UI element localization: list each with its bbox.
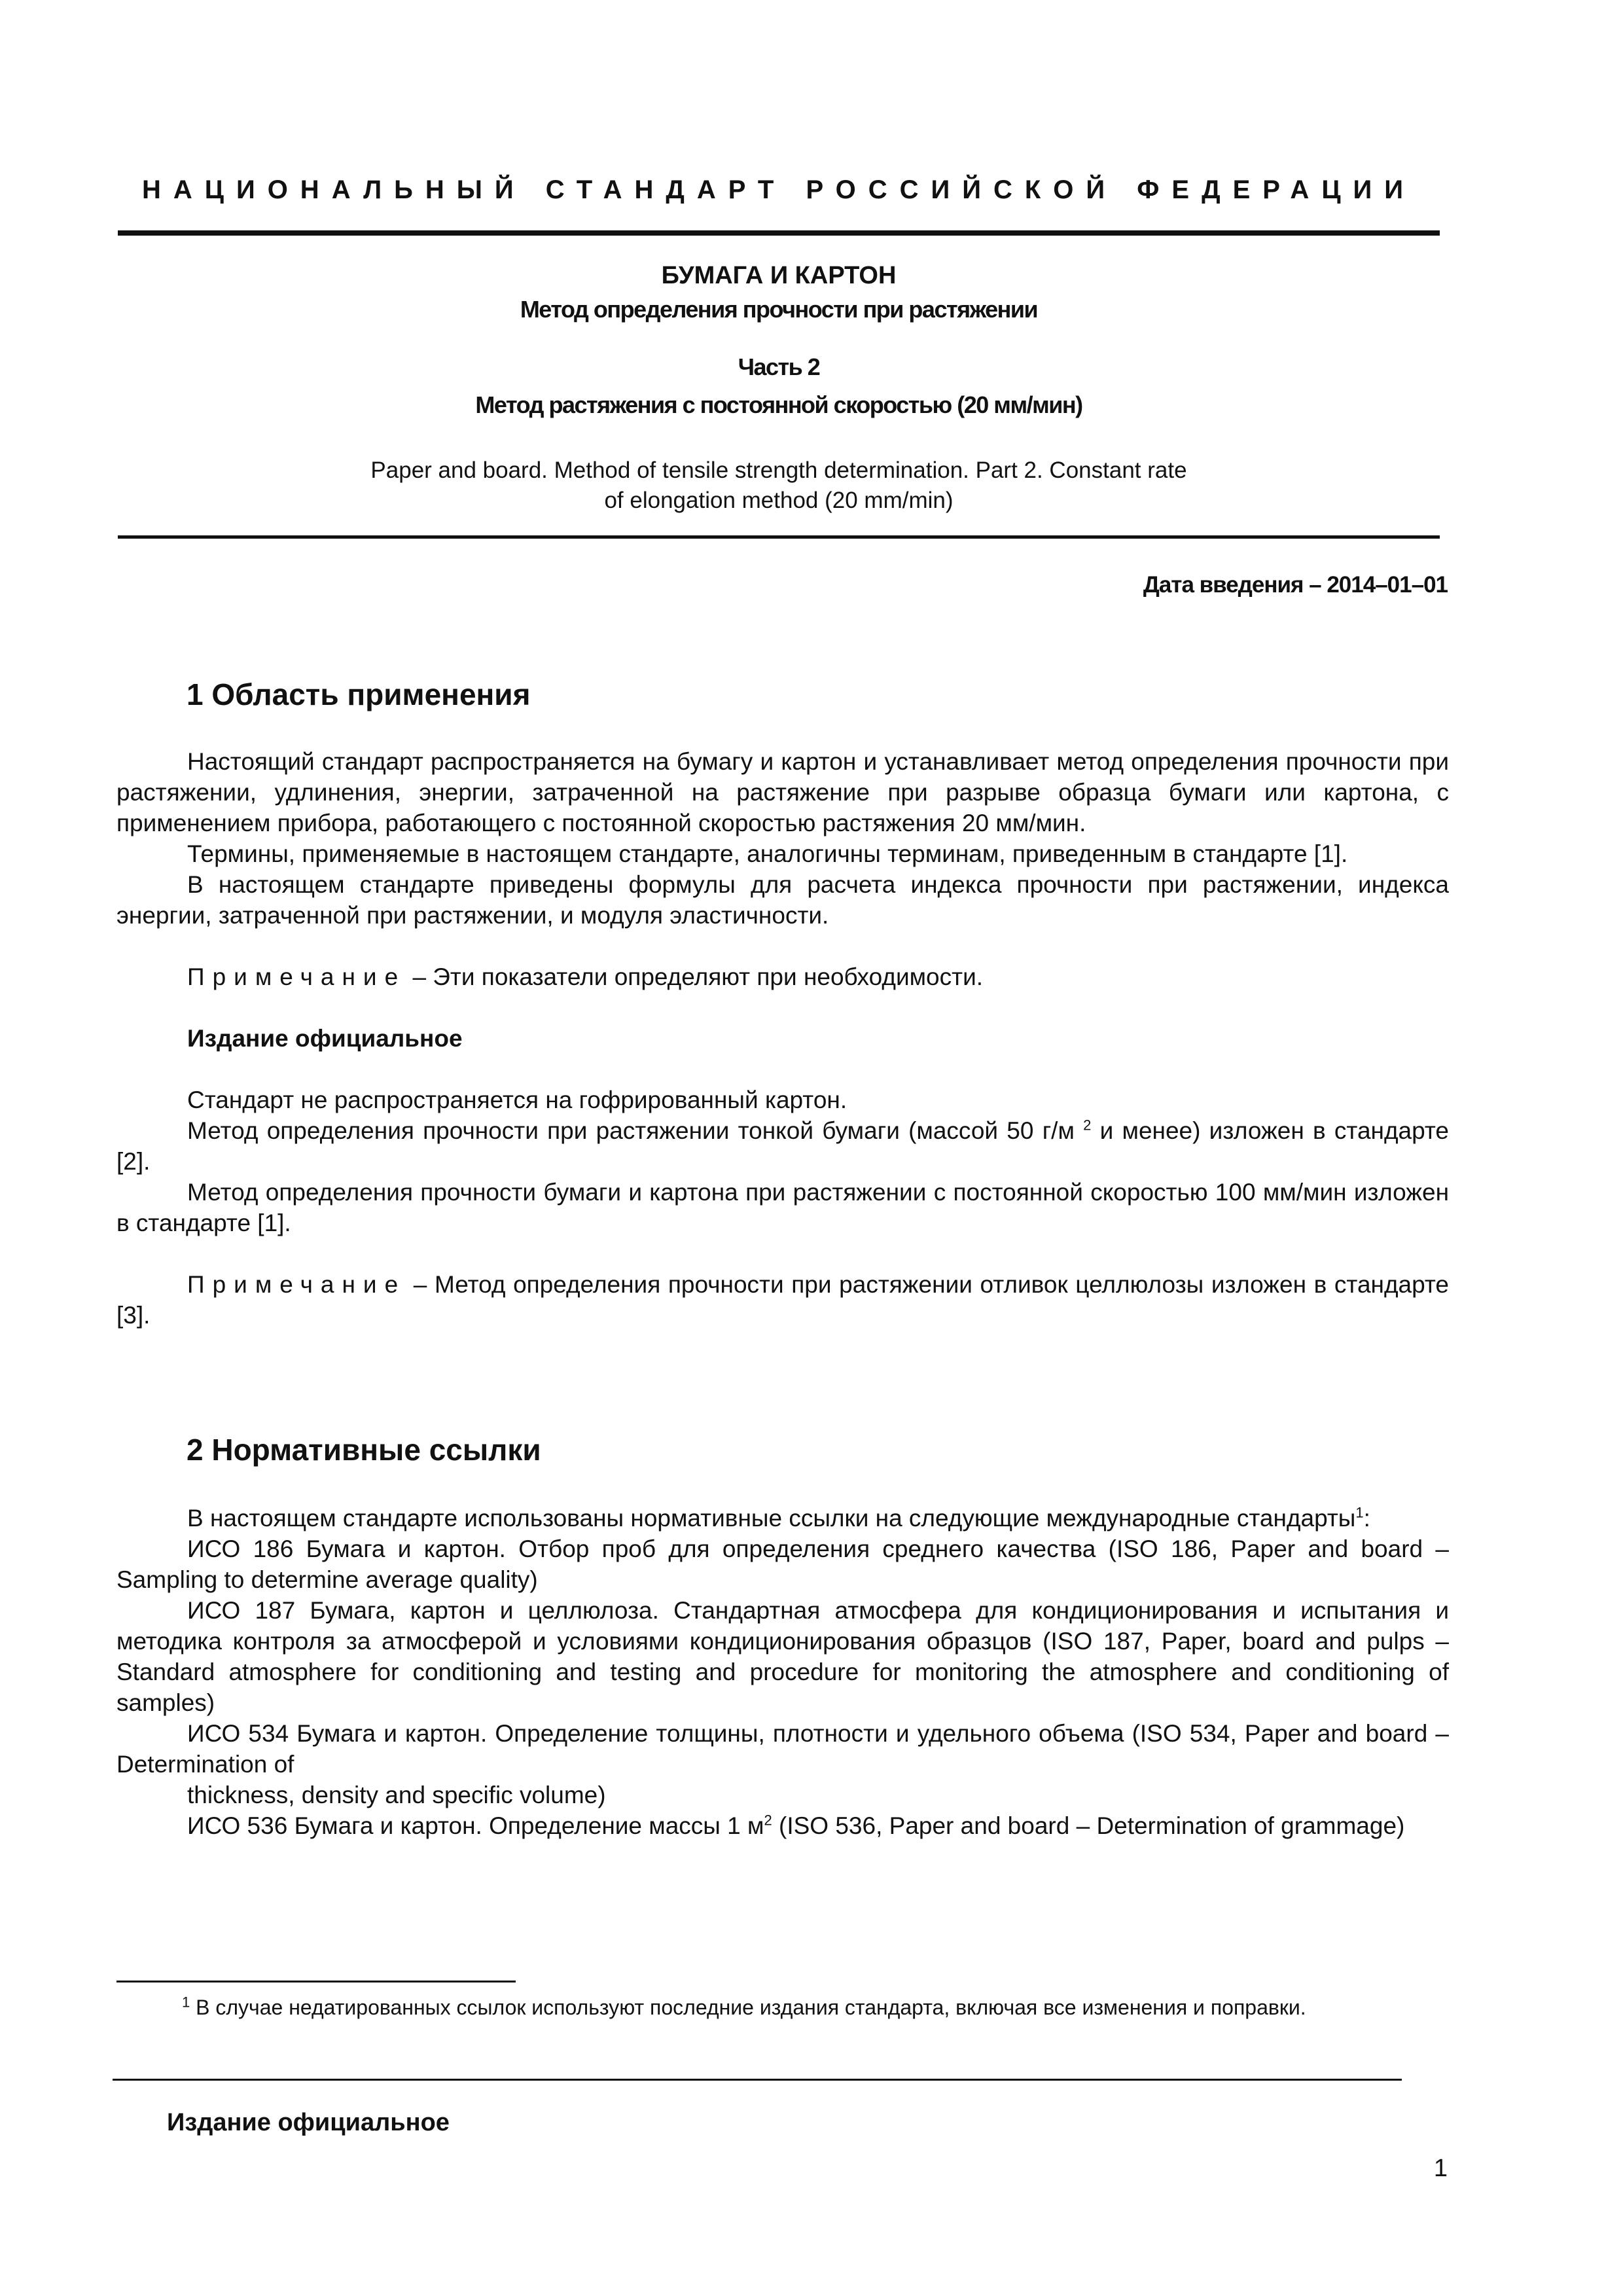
- introduction-date: Дата введения – 2014–01–01: [1143, 572, 1448, 598]
- paragraph-text: и менее) изложен в стандарте [2].: [116, 1117, 1450, 1175]
- note-label: Примечание: [187, 1271, 406, 1298]
- reference-item: [116, 1810, 1449, 1841]
- paragraph: В настоящем стандарте приведены формулы для расчета индекса прочности при растяжении, индекса энергии, затраченной при растяжении, и модуля эластичности.: [116, 871, 1449, 929]
- footer-rule: [113, 2079, 1402, 2081]
- paragraph-text: :: [1363, 1505, 1370, 1532]
- paragraph: Термины, применяемые в настоящем стандарте, аналогичны терминам, приведенным в стандарте [1].: [187, 840, 1348, 867]
- paragraph: [116, 1115, 1449, 1177]
- footer-edition-label: Издание официальное: [167, 2109, 450, 2136]
- footnote-body: В случае недатированных ссылок используют последние издания стандарта, включая все изменения и поправки.: [190, 1996, 1306, 2019]
- footnote-marker: 1: [182, 1994, 190, 2011]
- paragraph-text: ИСО 536 Бумага и картон. Определение массы 1 м: [187, 1812, 764, 1839]
- superscript: 2: [1083, 1117, 1092, 1134]
- reference-item: ИСО 534 Бумага и картон. Определение толщины, плотности и удельного объема (ISO 534, Paper and board – Determination of: [116, 1720, 1449, 1778]
- edition-label: Издание официальное: [187, 1025, 463, 1052]
- paragraph: Настоящий стандарт распространяется на бумагу и картон и устанавливает метод определения прочности при растяжении, удлинения, энергии, затраченной на растяжение при разрыве образца бумаги или картона, с применением прибора, работающего с постоянной скоростью растяжения 20 мм/мин.: [116, 748, 1449, 836]
- note: [116, 961, 1449, 992]
- paragraph-text: (ISO 536, Paper and board – Determination of grammage): [772, 1812, 1405, 1839]
- reference-item: ИСО 186 Бумага и картон. Отбор проб для определения среднего качества (ISO 186, Paper and board – Sampling to determine average quality): [116, 1535, 1449, 1593]
- paragraph: Метод определения прочности бумаги и картона при растяжении с постоянной скоростью 100 мм/мин изложен в стандарте [1].: [116, 1179, 1449, 1236]
- header-rule-top: [118, 230, 1440, 236]
- english-title: [118, 456, 1440, 516]
- footnote: [116, 1994, 1449, 2021]
- reference-item-continued: thickness, density and specific volume): [187, 1782, 606, 1808]
- paragraph-text: Метод определения прочности при растяжении тонкой бумаги (массой 50 г/м: [187, 1117, 1084, 1144]
- page-number: 1: [1433, 2155, 1448, 2182]
- section-1-body: [116, 746, 1449, 1331]
- english-title-line2: of elongation method (20 mm/min): [604, 488, 954, 513]
- section-2-heading: 2 Нормативные ссылки: [187, 1433, 541, 1467]
- footnote-text: [116, 1994, 1449, 2021]
- note-text: – Эти показатели определяют при необходимости.: [406, 963, 984, 990]
- national-standard-header: НАЦИОНАЛЬНЫЙ СТАНДАРТ РОССИЙСКОЙ ФЕДЕРАЦИИ: [141, 175, 1416, 204]
- note-label: Примечание: [187, 963, 406, 990]
- superscript: 2: [764, 1812, 772, 1829]
- paragraph: Стандарт не распространяется на гофрированный картон.: [187, 1086, 847, 1113]
- english-title-line1: Paper and board. Method of tensile strength determination. Part 2. Constant rate: [370, 457, 1187, 483]
- header-rule-bottom: [118, 535, 1440, 539]
- paragraph-text: В настоящем стандарте использованы нормативные ссылки на следующие международные стандарты: [187, 1505, 1356, 1532]
- standard-title: БУМАГА И КАРТОН: [661, 262, 897, 289]
- footnote-separator: [116, 1981, 516, 1982]
- footnote-ref: 1: [1355, 1504, 1364, 1521]
- standard-subtitle: Метод определения прочности при растяжении: [520, 296, 1038, 323]
- note-text: – Метод определения прочности при растяжении отливок целлюлозы изложен в стандарте [3].: [116, 1271, 1449, 1329]
- reference-item: ИСО 187 Бумага, картон и целлюлоза. Стандартная атмосфера для кондиционирования и испытания и методика контроля за атмосферой и условиями кондиционирования образцов (ISO 187, Paper, board and pulps – Standard atmosphere for conditioning and testing and procedure for monitoring the atmosphere and conditioning of samples): [116, 1597, 1449, 1716]
- section-2-body: [116, 1503, 1449, 1841]
- paragraph: [116, 1503, 1449, 1534]
- part-title: Метод растяжения с постоянной скоростью (20 мм/мин): [475, 391, 1082, 418]
- note: [116, 1269, 1449, 1331]
- part-number: Часть 2: [738, 353, 820, 380]
- section-1-heading: 1 Область применения: [187, 677, 531, 711]
